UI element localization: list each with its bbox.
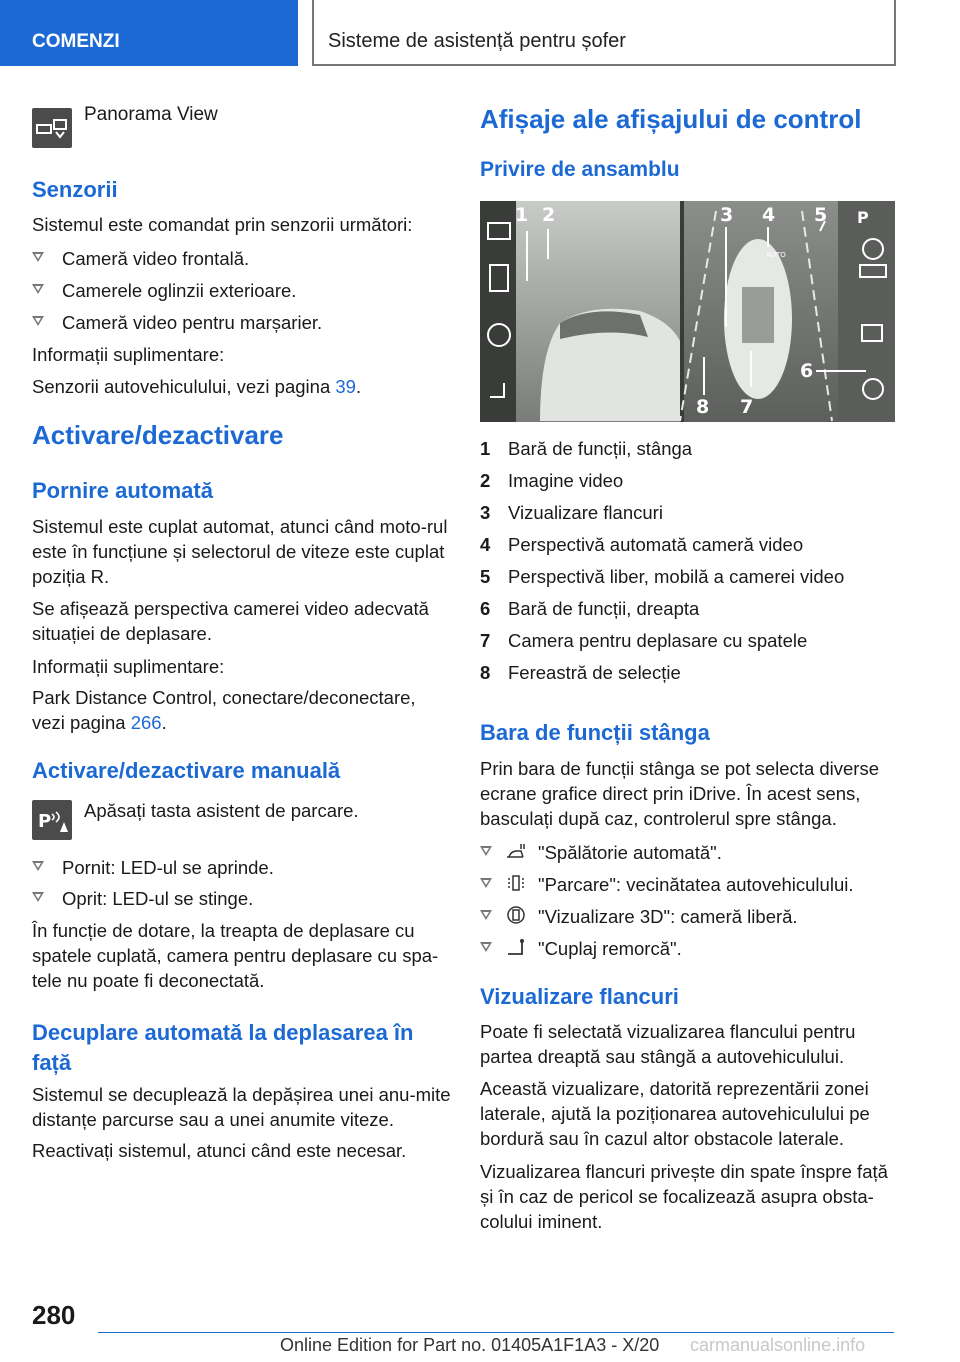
panorama-view-label: Panorama View (84, 104, 218, 125)
image-callout-6: 6 (800, 360, 814, 382)
image-callout-1: 1 (515, 204, 529, 226)
page-number: 280 (32, 1300, 76, 1330)
info-label: Informații suplimentare: (32, 656, 225, 677)
senzorii-intro: Sistemul este comandat prin senzorii următori: (32, 214, 413, 235)
image-badge-auto: AUTO (766, 251, 786, 259)
decuplare-paragraph: Sistemul se decuplează la depășirea unei anu-mite distanțe parcurse sau a unei anumite viteze. (32, 1084, 451, 1130)
pornire-heading: Pornire automată (32, 478, 213, 503)
car-wash-icon (504, 840, 528, 862)
image-callout-5: 5 (814, 204, 828, 226)
pornire-paragraph: Sistemul este cuplat automat, atunci când moto-rul este în funcțiune și selectorul de viteze este cuplat poziția R. (32, 516, 448, 587)
pdc-ref: Park Distance Control, conectare/deconectare, vezi pagina 266. (32, 687, 416, 733)
legend-item: 4 Perspectivă automată cameră video (480, 534, 804, 555)
pornire-paragraph-2: Se afișează perspectiva camerei video adecvată situației de deplasare. (32, 598, 429, 644)
control-display-image (480, 201, 895, 422)
image-callout-7: 7 (740, 396, 754, 418)
panorama-view-icon (32, 108, 72, 148)
watermark: carmanualsonline.info (690, 1335, 866, 1355)
chapter-tab[interactable]: COMENZI (0, 0, 298, 66)
flancuri-paragraph-2: Această vizualizare, datorită reprezentării zonei laterale, ajută la poziționarea autovehiculului pe bordură sau în cazul altor obstacole laterale. (480, 1078, 870, 1149)
flancuri-paragraph: Poate fi selectată vizualizarea flancului pentru partea dreaptă sau stângă a autovehiculului. (480, 1021, 856, 1067)
legend-item: 8 Fereastră de selecție (480, 662, 681, 683)
manual-paragraph: În funcție de dotare, la treapta de deplasare cu spatele cuplată, camera pentru deplasare cu spa-tele nu poate fi deconectată. (32, 920, 439, 991)
legend-item: 3 Vizualizare flancuri (480, 502, 663, 523)
legend-item: 2 Imagine video (480, 470, 624, 491)
image-callout-3: 3 (720, 204, 734, 226)
bara-heading: Bara de funcții stânga (480, 720, 710, 745)
manual-instruction: Apăsați tasta asistent de parcare. (84, 800, 359, 821)
legend-item: 5 Perspectivă liber, mobilă a camerei video (480, 566, 845, 587)
page-link-39[interactable]: 39 (335, 376, 356, 397)
overview-heading: Privire de ansamblu (480, 158, 680, 181)
flancuri-heading: Vizualizare flancuri (480, 984, 679, 1009)
manual-heading: Activare/dezactivare manuală (32, 758, 341, 783)
page-link-266[interactable]: 266 (130, 712, 162, 733)
senzorii-heading: Senzorii (32, 177, 118, 202)
parking-surroundings-icon (504, 872, 528, 894)
activare-heading: Activare/dezactivare (32, 420, 284, 450)
image-callout-8: 8 (696, 396, 710, 418)
section-tab[interactable]: Sisteme de asistență pentru șofer (312, 0, 896, 66)
flancuri-paragraph-3: Vizualizarea flancuri privește din spate înspre față și în caz de pericol se focalizează asupra obsta-colului iminent. (480, 1161, 888, 1232)
info-label: Informații suplimentare: (32, 344, 225, 365)
trailer-hitch-icon (504, 936, 528, 958)
legend-item: 7 Camera pentru deplasare cu spatele (480, 630, 808, 651)
decuplare-heading: Decuplare automată la deplasarea în față (32, 1020, 414, 1075)
park-assist-button-icon (32, 800, 72, 840)
legend-item: 1 Bară de funcții, stânga (480, 438, 693, 459)
edition-text: Online Edition for Part no. 01405A1F1A3 - X/20 (280, 1335, 660, 1355)
image-callout-2: 2 (542, 204, 556, 226)
page-section-heading: Afișaje ale afișajului de control (480, 104, 862, 134)
footer-divider (98, 1332, 894, 1333)
image-callout-4: 4 (762, 204, 776, 226)
decuplare-paragraph-2: Reactivați sistemul, atunci când este necesar. (32, 1140, 407, 1161)
bara-paragraph: Prin bara de funcții stânga se pot selecta diverse ecrane grafice direct prin iDrive. În acest sens, basculați după caz, controlerul spre stânga. (480, 758, 880, 829)
image-badge-p: P (857, 208, 869, 227)
sensors-ref: Senzorii autovehiculului, vezi pagina 39. (32, 376, 362, 397)
legend-item: 6 Bară de funcții, dreapta (480, 598, 700, 619)
svg-text:P: P (38, 811, 52, 832)
view-3d-icon (504, 904, 528, 926)
